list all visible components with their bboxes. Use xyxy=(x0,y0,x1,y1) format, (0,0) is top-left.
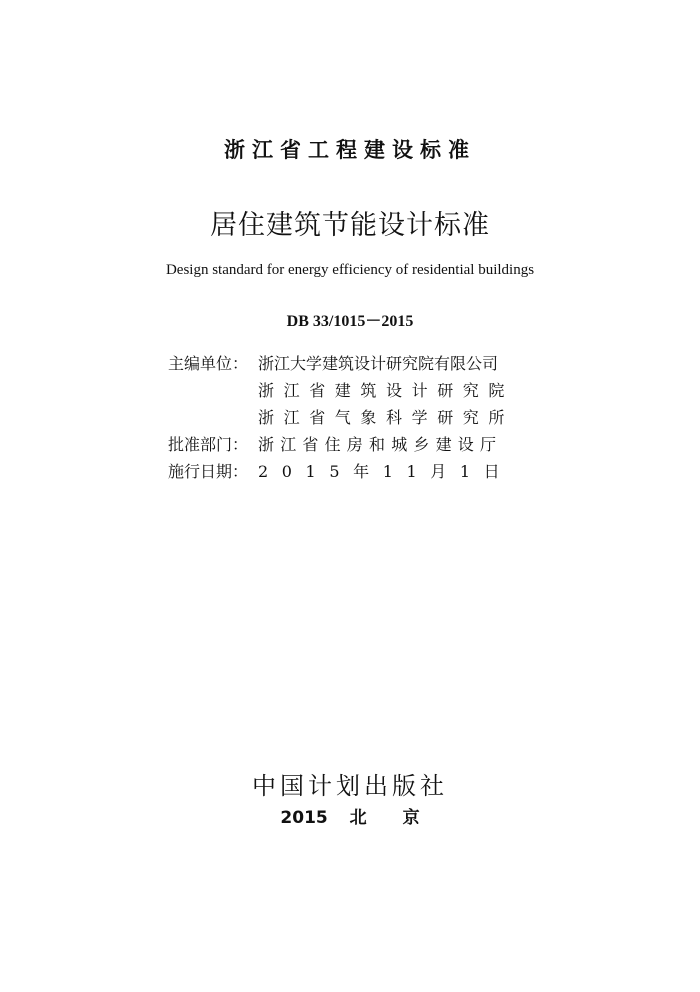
approver: 浙江省住房和城乡建设厅 xyxy=(258,435,503,454)
chief-editor-row xyxy=(168,350,548,377)
page-title: 居住建筑节能设计标准 xyxy=(210,210,490,241)
effective-date-row xyxy=(168,458,548,485)
publication-info xyxy=(168,350,548,485)
chief-editor-label: 主编单位： xyxy=(168,354,249,373)
chief-editor-row-3 xyxy=(168,404,548,431)
english-subtitle: Design standard for energy efficiency of residential buildings xyxy=(165,262,535,278)
chief-editor-2: 浙江省建筑设计研究院 xyxy=(258,381,515,400)
standard-code: DB 33/1015－2015 xyxy=(286,313,414,330)
effective-date: 2015年11月1日 xyxy=(258,462,514,481)
chief-editor-row-2 xyxy=(168,377,548,404)
chief-editor-3: 浙江省气象科学研究所 xyxy=(258,408,515,427)
publication-year: 2015 xyxy=(280,808,328,828)
publisher-name: 中国计划出版社 xyxy=(252,772,448,800)
approver-row xyxy=(168,431,548,458)
publication-place xyxy=(0,803,700,828)
effective-date-label: 施行日期： xyxy=(168,462,249,481)
series-title: 浙江省工程建设标准 xyxy=(224,138,476,162)
approver-label: 批准部门： xyxy=(168,435,249,454)
publication-city-1: 北 xyxy=(349,808,367,828)
publication-city-2: 京 xyxy=(402,808,420,828)
chief-editor-1: 浙江大学建筑设计研究院有限公司 xyxy=(258,354,499,373)
